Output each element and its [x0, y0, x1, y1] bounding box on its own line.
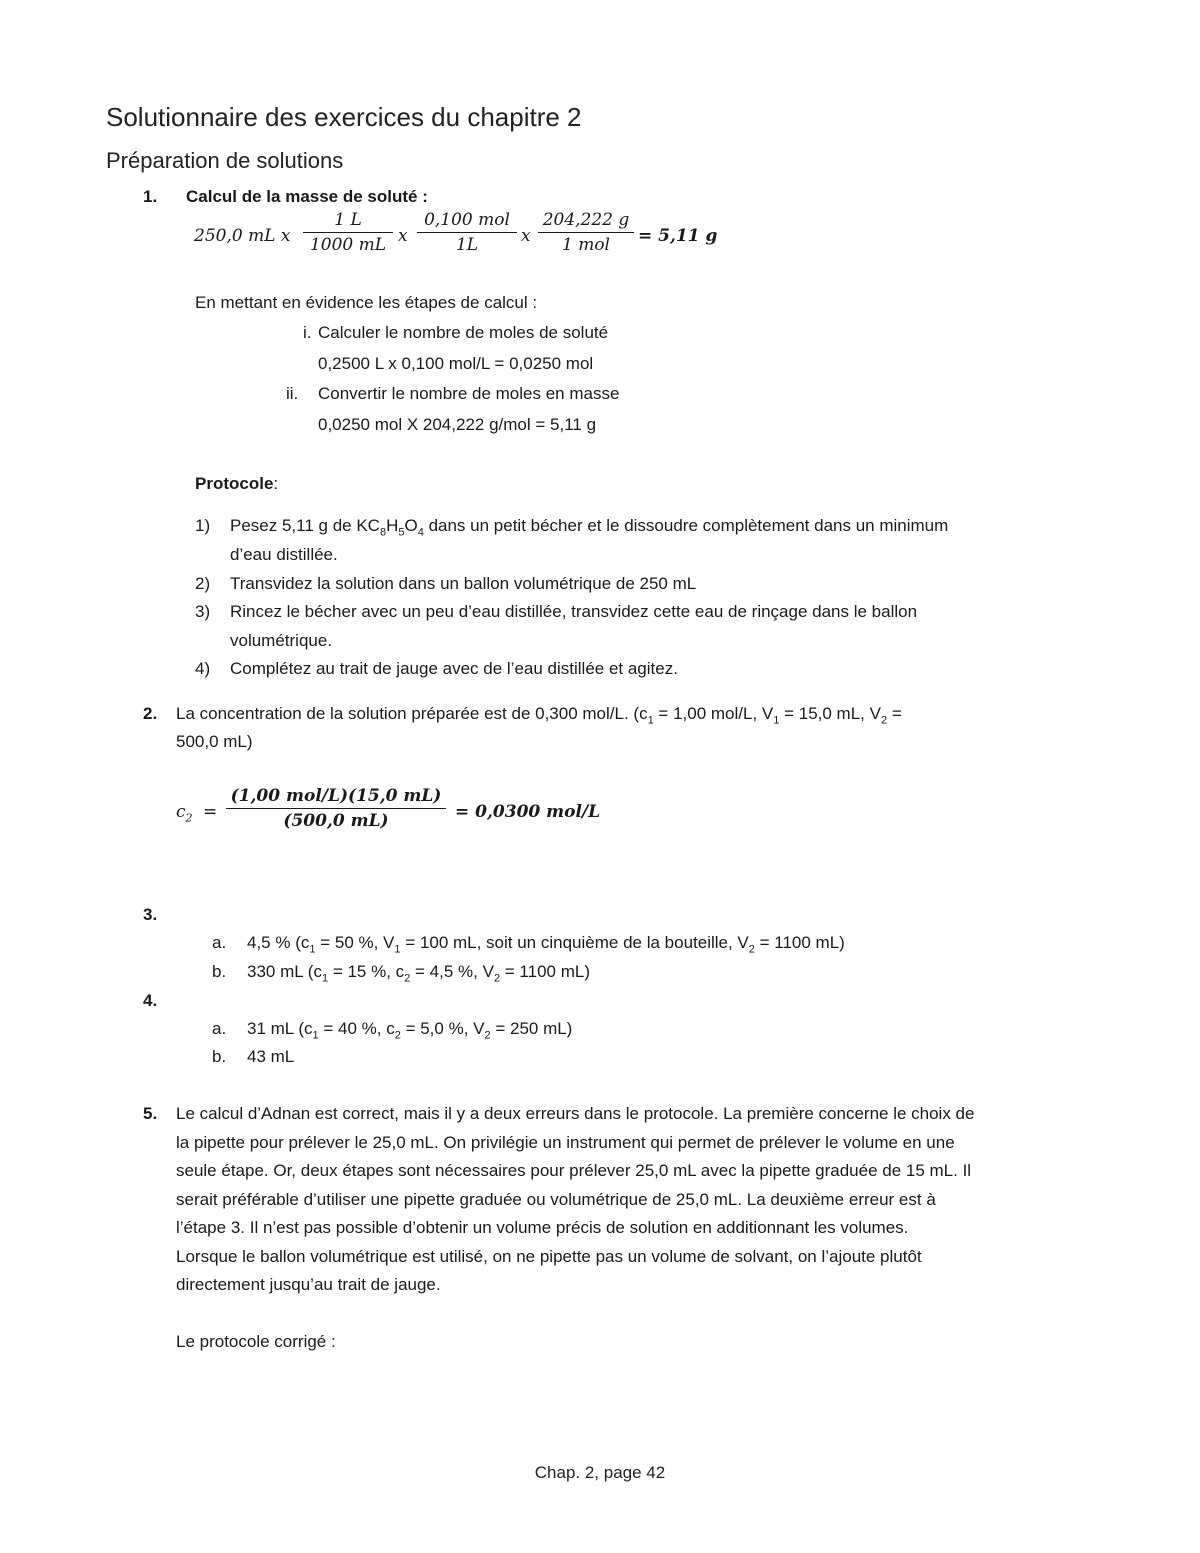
- list-marker: a.: [212, 1019, 227, 1038]
- fraction-numerator: (1,00 mol/L)(15,0 mL): [230, 786, 442, 806]
- protocol-continuation: d’eau distillée.: [230, 545, 338, 564]
- protocol-marker: 2): [195, 574, 211, 593]
- list-marker: a.: [212, 933, 227, 952]
- answer-text: = 4,5 %, V: [410, 962, 494, 981]
- step-label: Calculer le nombre de moles de soluté: [318, 323, 609, 342]
- answer-text: 4,5 % (c: [247, 933, 310, 952]
- fraction-bar: [303, 232, 393, 233]
- protocol-step-4: Complétez au trait de jauge avec de l’eau distillée et agitez.: [230, 659, 678, 678]
- eq-fraction: [226, 786, 446, 831]
- answer-text: = 5,0 %, V: [400, 1019, 485, 1038]
- protocol-text: O: [404, 516, 418, 535]
- subscript: 2: [880, 714, 888, 727]
- protocol-continuation: volumétrique.: [230, 631, 333, 650]
- fraction-denominator: 1 mol: [561, 235, 610, 255]
- answer-text: = 15 %, c: [328, 962, 405, 981]
- subscript: 2: [185, 811, 193, 825]
- q5-paragraph-line: Lorsque le ballon volumétrique est utilisé, on ne pipette pas un volume de solvant, on l’ajoute plutôt: [176, 1247, 922, 1266]
- subscript: 2: [484, 1029, 491, 1042]
- subscript: 1: [647, 714, 654, 727]
- answer-text: = 1100 mL): [500, 962, 590, 981]
- q4-answer-a: [247, 1018, 572, 1046]
- protocol-text: H: [386, 516, 399, 535]
- fraction-bar: [417, 232, 517, 233]
- q5-paragraph-line: serait préférable d’utiliser une pipette graduée ou volumétrique de 25,0 mL. La deuxième erreur est à: [176, 1190, 936, 1209]
- q1-intro: En mettant en évidence les étapes de calcul :: [195, 293, 538, 312]
- fraction-numerator: 0,100 mol: [424, 210, 510, 230]
- answer-text: = 50 %, V: [315, 933, 395, 952]
- protocol-step-1: [230, 515, 948, 543]
- q2-text: = 1,00 mol/L, V: [653, 704, 774, 723]
- subscript: 1: [773, 714, 780, 727]
- q5-paragraph-line: l’étape 3. Il n’est pas possible d’obtenir un volume précis de solution en additionnant les volumes.: [176, 1218, 909, 1237]
- page-footer: Chap. 2, page 42: [534, 1463, 666, 1482]
- list-marker: b.: [212, 962, 227, 981]
- protocol-marker: 4): [195, 659, 211, 678]
- subscript: 2: [493, 972, 501, 985]
- eq-fraction-1: [303, 210, 393, 255]
- protocol-step-2: Transvidez la solution dans un ballon volumétrique de 250 mL: [230, 574, 697, 593]
- subscript: 1: [309, 943, 316, 956]
- protocol-step-3: Rincez le bécher avec un peu d’eau distillée, transvidez cette eau de rinçage dans le ballon: [230, 602, 918, 621]
- q2-statement-continuation: 500,0 mL): [176, 732, 253, 751]
- fraction-bar: [226, 808, 446, 809]
- page-title: Solutionnaire des exercices du chapitre 2: [106, 102, 582, 132]
- subscript: 4: [417, 526, 424, 539]
- subscript: 8: [379, 526, 387, 539]
- subscript: 2: [394, 1029, 401, 1042]
- answer-text: 31 mL (c: [247, 1019, 313, 1038]
- q5-corrected-protocol-label: Le protocole corrigé :: [176, 1332, 336, 1351]
- fraction-denominator: (500,0 mL): [283, 811, 389, 831]
- answer-text: = 40 %, c: [318, 1019, 395, 1038]
- q5-paragraph-line: Le calcul d’Adnan est correct, mais il y a deux erreurs dans le protocole. La première concerne le choix de: [176, 1104, 975, 1123]
- list-marker: b.: [212, 1047, 227, 1066]
- protocol-label-text: Protocole: [195, 474, 274, 493]
- eq-times: x: [398, 226, 408, 246]
- q2-text: =: [887, 704, 902, 723]
- answer-text: = 1100 mL): [754, 933, 845, 952]
- q3-answer-b: [247, 961, 590, 989]
- step-label: Convertir le nombre de moles en masse: [318, 384, 620, 403]
- protocol-text: Pesez 5,11 g de KC: [230, 516, 380, 535]
- protocol-colon: :: [273, 474, 279, 493]
- section-heading: Préparation de solutions: [106, 148, 344, 173]
- eq-result: = 0,0300 mol/L: [455, 802, 601, 822]
- q5-number: 5.: [143, 1104, 158, 1123]
- q5-paragraph-line: directement jusqu’au trait de jauge.: [176, 1275, 441, 1294]
- fraction-denominator: 1L: [455, 235, 479, 255]
- eq-times: x: [521, 226, 531, 246]
- q5-paragraph-line: seule étape. Or, deux étapes sont nécessaires pour prélever 25,0 mL avec la pipette graduée de 15 mL. Il: [176, 1161, 972, 1180]
- fraction-numerator: 204,222 g: [542, 210, 630, 230]
- eq-lhs: [176, 802, 193, 824]
- step-marker: ii.: [286, 384, 299, 403]
- q1-number: 1.: [143, 187, 158, 206]
- q4-number: 4.: [143, 991, 158, 1010]
- answer-text: = 100 mL, soit un cinquième de la bouteille, V: [400, 933, 749, 952]
- eq-equals: =: [203, 802, 218, 822]
- subscript: 2: [404, 972, 411, 985]
- q2-text: = 15,0 mL, V: [779, 704, 881, 723]
- subscript: 1: [394, 943, 401, 956]
- answer-text: 330 mL (c: [247, 962, 322, 981]
- protocol-label: [195, 473, 278, 495]
- subscript: 1: [321, 972, 329, 985]
- step-calc: 0,2500 L x 0,100 mol/L = 0,0250 mol: [318, 354, 594, 373]
- q1-heading: Calcul de la masse de soluté :: [186, 187, 428, 206]
- q4-answer-b: 43 mL: [247, 1047, 295, 1066]
- subscript: 2: [748, 943, 755, 956]
- q2-number: 2.: [143, 704, 158, 723]
- q2-statement: [176, 703, 902, 731]
- protocol-marker: 3): [195, 602, 211, 621]
- fraction-denominator: 1000 mL: [309, 235, 387, 255]
- eq-fraction-2: [417, 210, 517, 255]
- eq-result: = 5,11 g: [638, 226, 718, 246]
- eq-fraction-3: [538, 210, 634, 255]
- answer-text: = 250 mL): [490, 1019, 573, 1038]
- q5-paragraph-line: la pipette pour prélever le 25,0 mL. On privilégie un instrument qui permet de prélever le volume en une: [176, 1133, 955, 1152]
- step-calc: 0,0250 mol X 204,222 g/mol = 5,11 g: [318, 415, 597, 434]
- q3-answer-a: [247, 932, 845, 960]
- subscript: 1: [312, 1029, 319, 1042]
- eq-term: 250,0 mL x: [194, 226, 291, 246]
- eq-symbol: c: [176, 802, 186, 822]
- q3-number: 3.: [143, 905, 158, 924]
- q2-text: La concentration de la solution préparée est de 0,300 mol/L. (c: [176, 704, 648, 723]
- protocol-text: dans un petit bécher et le dissoudre complètement dans un minimum: [423, 516, 949, 535]
- step-marker: i.: [303, 323, 312, 342]
- fraction-numerator: 1 L: [334, 210, 362, 230]
- subscript: 5: [398, 526, 405, 539]
- protocol-marker: 1): [195, 516, 211, 535]
- fraction-bar: [538, 232, 634, 233]
